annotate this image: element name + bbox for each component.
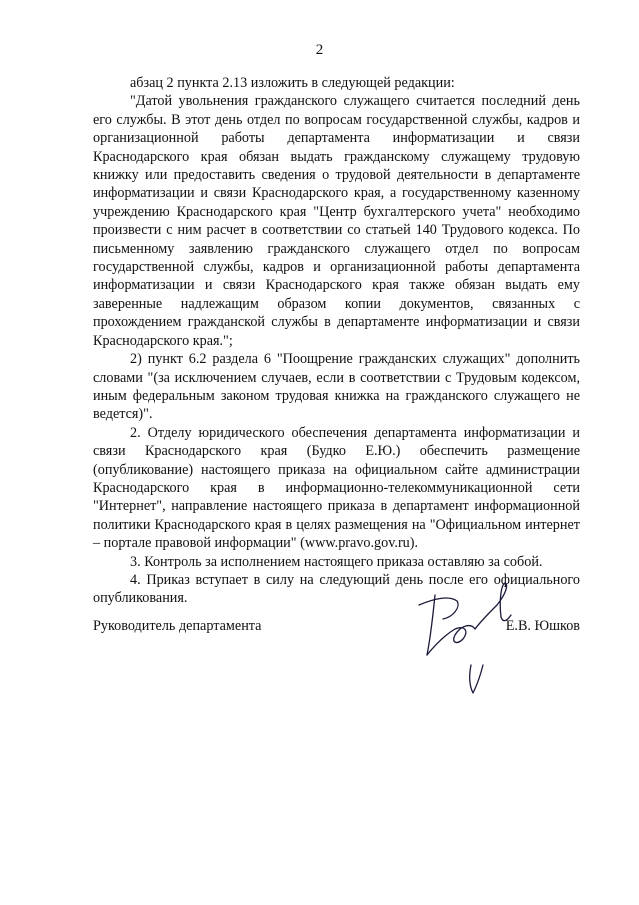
paragraph-legal-dept: 2. Отделу юридического обеспечения департамента информатизации и связи Краснодарского края (Будко Е.Ю.) обеспечить размещение (опубликование) настоящего приказа на официальном сайте администрации Краснодарского края в информационно-телекоммуникационной сети "Интернет", направление настоящего приказа в департамент информационной политики Краснодарского края в целях размещения на "Официальном интернет – портале правовой информации" (www.pravo.gov.ru).: [93, 424, 580, 552]
paragraph-dismissal-date: "Датой увольнения гражданского служащего считается последний день его службы. В этот день отдел по вопросам государственной службы, кадров и организационной работы департамента информатизации и связи Краснодарского края обязан выдать гражданскому служащему трудовую книжку или предоставить сведения о трудовой деятельности в департаменте информатизации и связи Краснодарского края, а государственному казенному учреждению Краснодарского края "Центр бухгалтерского учета" необходимо произвести с ним расчет в соответствии со статьей 140 Трудового кодекса. По письменному заявлению гражданского служащего отдел по вопросам государственной службы, кадров и организационной работы департамента информатизации и связи Краснодарского края также обязан выдать ему заверенные надлежащим образом копии документов, связанных с прохождением гражданской службы в департаменте информатизации и связи Краснодарского края.";: [93, 93, 580, 349]
page-number: 2: [315, 42, 324, 58]
document-body: [93, 74, 580, 608]
signatory-title: Руководитель департамента: [93, 618, 262, 634]
paragraph-intro: абзац 2 пункта 2.13 изложить в следующей редакции:: [130, 75, 455, 91]
paragraph-control: 3. Контроль за исполнением настоящего приказа оставляю за собой.: [130, 553, 543, 570]
handwritten-signature: [405, 565, 525, 715]
signatory-name: Е.В. Юшков: [505, 618, 580, 634]
signature-block: [93, 617, 580, 637]
paragraph-item-6-2: 2) пункт 6.2 раздела 6 "Поощрение гражданских служащих" дополнить словами "(за исключением случаев, если в соответствии с Трудовым кодексом, иным федеральным законом трудовая книжка на гражданского служащего не ведется)".: [93, 351, 580, 423]
paragraph-effective-date: 4. Приказ вступает в силу на следующий день после его официального опубликования.: [93, 571, 580, 607]
